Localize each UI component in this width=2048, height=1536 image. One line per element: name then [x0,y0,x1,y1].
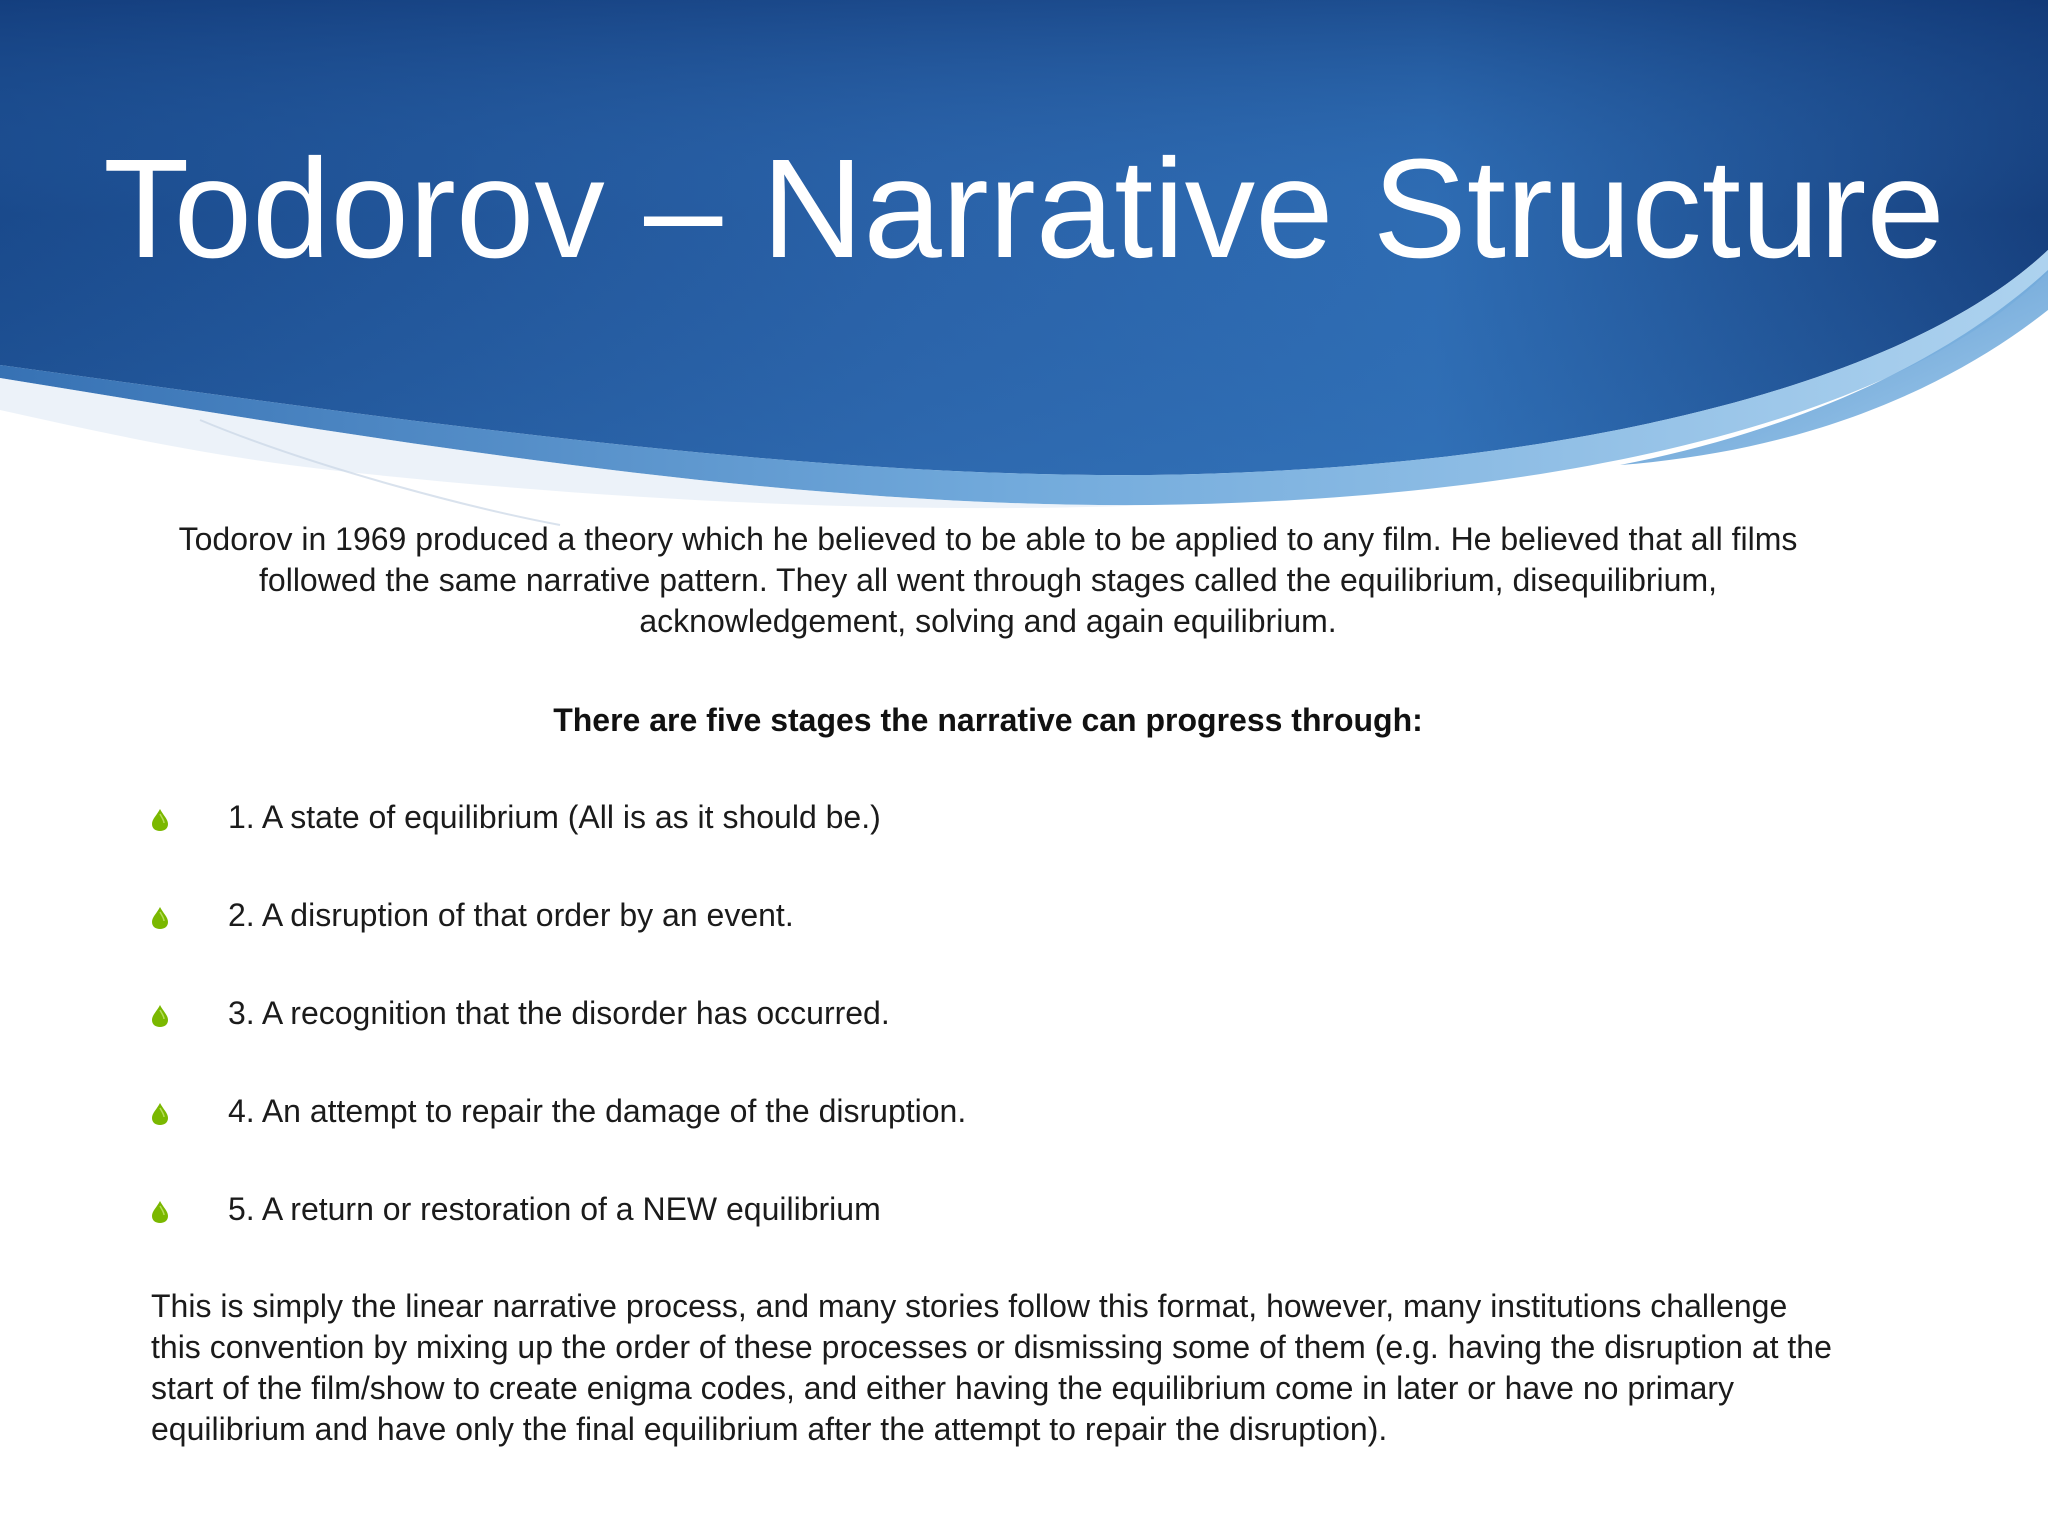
stage-text: 1. A state of equilibrium (All is as it should be.) [228,799,881,835]
stage-text: 5. A return or restoration of a NEW equilibrium [228,1191,881,1227]
stages-heading: There are five stages the narrative can progress through: [553,702,1423,738]
intro-paragraph: Todorov in 1969 produced a theory which he believed to be able to be applied to any film. He believed that all films followed the same narrative pattern. They all went through stages called the equilibrium, disequilibrium, acknowledgement, solving and again equilibrium. [178,521,1798,639]
slide-title: Todorov – Narrative Structure [103,129,1945,287]
droplet-icon [150,1004,170,1028]
closing-paragraph: This is simply the linear narrative process, and many stories follow this format, however, many institutions challenge this convention by mixing up the order of these processes or dismissing some of them (e.g. having the disruption at the start of the film/show to create enigma codes, and either having the equilibrium come in later or have no primary equilibrium and have only the final equilibrium after the attempt to repair the disruption). [151,1288,1832,1447]
stage-text: 4. An attempt to repair the damage of the disruption. [228,1093,967,1129]
list-item [150,1091,1850,1189]
list-item [150,1189,1850,1287]
stage-text: 2. A disruption of that order by an event. [228,897,794,933]
droplet-icon [150,1102,170,1126]
droplet-icon [150,906,170,930]
list-item [150,895,1850,993]
droplet-icon [150,808,170,832]
droplet-icon [150,1200,170,1224]
list-item [150,797,1850,895]
list-item [150,993,1850,1091]
stages-list [150,797,1850,1287]
stage-text: 3. A recognition that the disorder has occurred. [228,995,890,1031]
